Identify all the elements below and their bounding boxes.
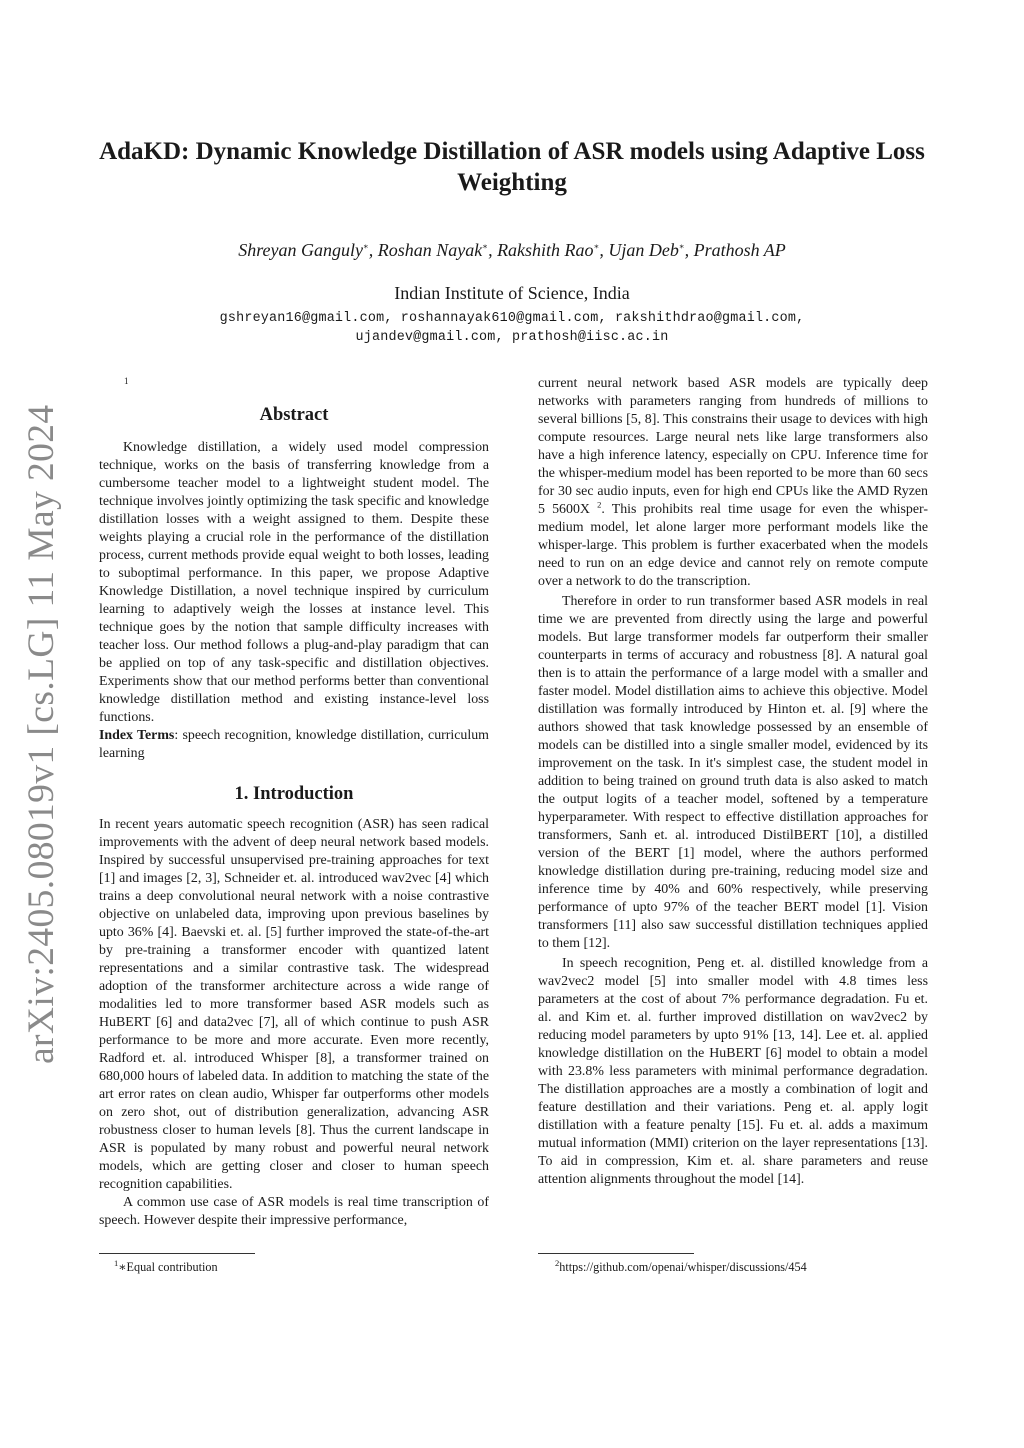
author-mark: ∗ [363,241,369,251]
body-text: . This prohibits real time usage for even the whisper-medium model, let alone larger more performant models like the whisper-large. This problem is further exacerbated when the models need to run on an edge device and cannot rely on remote compute over a network to do the transcription. [538,502,929,589]
body-text: current neural network based ASR models are typically deep networks with parameters ranging from hundreds of millions to several billions [5, 8]. This constrains their usage to devices with high compute resources. Large neural nets like large transformers also have a high inference latency, especially on CPU. Inference time for the whisper-medium model has been reported to be more than 60 secs for 30 sec audio inputs, even for high end CPUs like the AMD Ryzen 5 5600X [538,376,928,517]
paper-title: AdaKD: Dynamic Knowledge Distillation of ASR models using Adaptive Loss Weighting [99,138,925,196]
author-mark: ∗ [593,241,600,251]
email-line: gshreyan16@gmail.com, roshannayak610@gmail.com, rakshithdrao@gmail.com, [219,311,805,326]
footnote-rule [99,1253,255,1254]
author-mark: ∗ [678,241,685,251]
left-column [99,372,489,1230]
footnote-mark: 1 [124,376,129,386]
footnote-rule [538,1253,694,1254]
footnote-ref: 2 [597,499,602,510]
footnote [555,1257,807,1275]
body-paragraph: Therefore in order to run transformer based ASR models in real time we are prevented from directly using the large and powerful models. But large transformer models far outperform their smaller counterparts in terms of accuracy and robustness [8]. A natural goal then is to attain the performance of a large model with a smaller and faster model. Model distillation aims to achieve this objective. Model distillation was formally introduced by Hinton et. al. [9] where the authors showed that task knowledge possessed by an ensemble of models can be distilled into a single smaller model, evidenced by its improvement on the task. In it's simplest case, the student model in addition to being trained on ground truth data is also asked to match the output logits of a teacher model, softened by a temperature hyperparameter. With respect to effective distillation approaches for transformers, Sanh et. al. introduced DistilBERT [10], a distilled version of the BERT [1] model, where the authors performed knowledge distillation during pre-training, reducing model size and inference time by 40% and 60% respectively, while preserving performance of upto 97% of the teacher BERT model [1]. Vision transformers [11] also saw successful distillation techniques applied to them [12]. [538,594,928,951]
affiliation: Indian Institute of Science, India [394,283,630,303]
author-mark: ∗ [482,241,489,251]
index-terms-text: : speech recognition, knowledge distillation, curriculum learning [99,728,489,761]
footnote-text: https://github.com/openai/whisper/discussions/454 [559,1260,807,1274]
author-name: Ujan Deb [608,240,679,260]
intro-paragraph: In recent years automatic speech recognition (ASR) has seen radical improvements with the advent of deep neural network based models. Inspired by successful unsupervised pre-training approaches for text [1] and images [2, 3], Schneider et. al. introduced wav2vec [4] which trains a deep convolutional neural network with a noise contrastive objective on unlabeled data, improving upon previous baselines by upto 36% [4]. Baevski et. al. [5] further improved the state-of-the-art by pre-training a transformer encoder with quantized latent representations and a similar contrastive task. The widespread adoption of the transformer architecture across a wide range of modalities led to more transformer based ASR models such as HuBERT [6] and data2vec [7], all of which continue to push ASR performance to be more and more accurate. Even more recently, Radford et. al. introduced Whisper [8], a transformer trained on 680,000 hours of labeled data. In addition to matching the state of the art error rates on clean audio, Whisper far outperforms other models on zero shot, out of distribution generalization, advancing ASR robustness closer to human levels [8]. Thus the current landscape in ASR is populated by many robust and powerful neural network models, which are getting closer and closer to human speech recognition capabilities. [99,817,489,1192]
arxiv-identifier: arXiv:2405.08019v1 [cs.LG] 11 May 2024 [21,404,62,1064]
abstract-heading: Abstract [259,405,329,425]
email-line: ujandev@gmail.com, prathosh@iisc.ac.in [355,330,669,345]
footnote-text: ∗Equal contribution [118,1260,218,1274]
body-paragraph: In speech recognition, Peng et. al. distilled knowledge from a wav2vec2 model [5] into smaller model with 4.8 times less parameters at the cost of about 7% performance degradation. Fu et. al. and Kim et. al. further improved distillation on wav2vec2 by reducing model parameters by upto 91% [13, 14]. Lee et. al. applied knowledge distillation on the HuBERT [6] model to obtain a model with 23.8% less parameters with minimal performance degradation. The distillation approaches are a mostly a combination of logit and feature destillation and their variations. Peng et. al. apply logit distillation with a feature penalty [15]. Fu et. al. adds a maximum mutual information (MMI) criterion on the layer representations [13]. To aid in compression, Kim et. al. share parameters and reuse attention alignments throughout the model [14]. [538,956,928,1187]
intro-paragraph: A common use case of ASR models is real time transcription of speech. However despite their impressive performance, [99,1195,489,1228]
footnote-sup: 1 [114,1257,119,1268]
author-name: Roshan Nayak [377,240,483,260]
author-name: Shreyan Ganguly [238,240,364,260]
author-name: Rakshith Rao [497,240,594,260]
author-list: Shreyan Ganguly∗, Roshan Nayak∗, Rakshith Rao∗, Ujan Deb∗, Prathosh AP [238,240,786,260]
email-block [140,309,884,347]
abstract-text: Knowledge distillation, a widely used model compression technique, works on the basis of transferring knowledge from a cumbersome teacher model to a lightweight student model. The technique involves jointly optimizing the task specific and knowledge distillation losses with a weight assigned to them. Despite these weights playing a crucial role in the performance of the distillation process, current methods provide equal weight to both losses, leading to suboptimal performance. In this paper, we propose Adaptive Knowledge Distillation, a novel technique inspired by curriculum learning to adaptively weigh the losses at instance level. This technique goes by the notion that sample difficulty increases with teacher loss. Our method follows a plug-and-play paradigm that can be applied on top of any task-specific and distillation objectives. Experiments show that our method performs better than conventional knowledge distillation method and existing instance-level loss functions. [99,440,489,725]
author-name: Prathosh AP [693,240,786,260]
right-column [538,375,928,1189]
index-terms-label: Index Terms [99,728,175,743]
body-paragraph [538,375,928,591]
section-heading: 1. Introduction [234,784,354,804]
footnote [114,1257,218,1275]
index-terms [99,727,489,763]
footnote-sup: 2 [555,1257,560,1268]
